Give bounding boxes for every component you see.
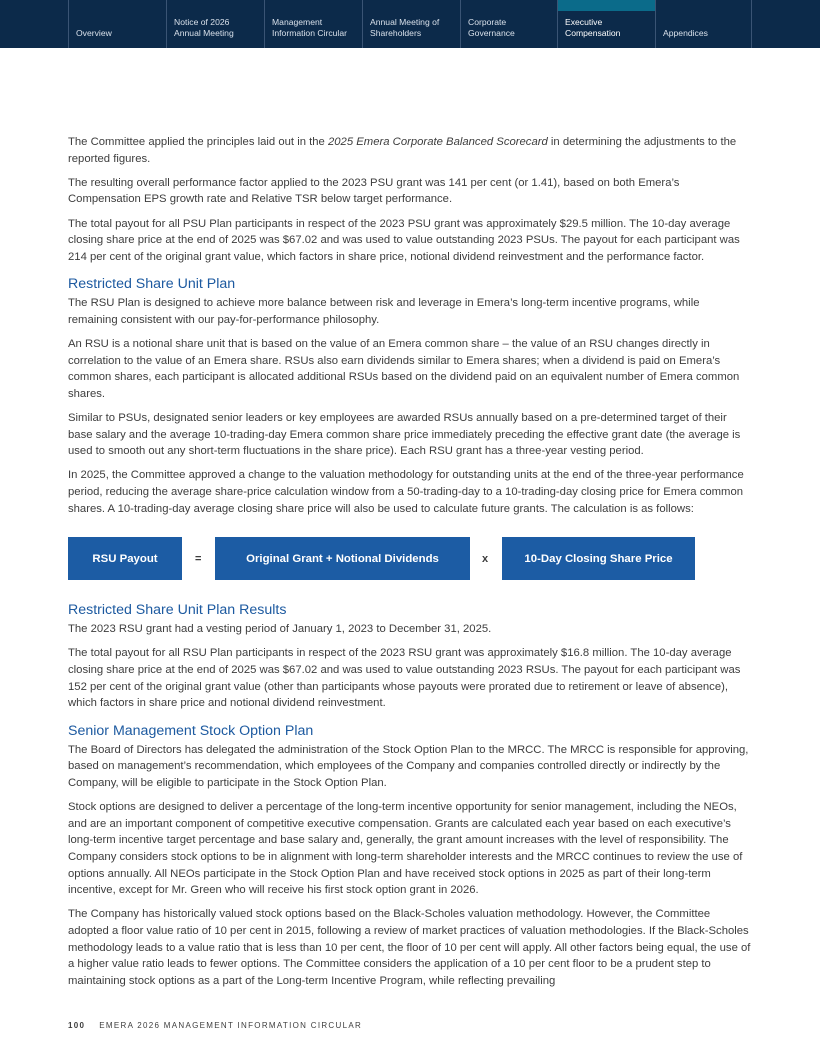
paragraph-performance-factor: The resulting overall performance factor applied to the 2023 PSU grant was 141 per cent (or 1.41), based on both Emera’s Compensation EPS growth rate and Relative TSR below target performance. [68, 176, 680, 206]
paragraph-option-valuation: The Company has historically valued stock options based on the Black-Scholes valuation methodology. However, the Committee adopted a floor value ratio of 10 per cent in 2015, following a review of market practices of valuation methodologies. If the Black-Scholes methodology leads to a value ratio that is less than 10 per cent, the floor of 10 per cent will apply. All other factors being equal, the use of a higher value ratio leads to fewer options. The Committee considers the application of a 10 per cent floor to be a prudent step to maintaining stock options as a part of the Long-term Incentive Program, while reflecting prevailing [68, 908, 751, 987]
scorecard-title: 2025 Emera Corporate Balanced Scorecard [327, 136, 548, 148]
paragraph-option-design: Stock options are designed to deliver a percentage of the long-term incentive opportunity for senior management, including the NEOs, and are an important component of competitive executive compensation. Grants are calculated each year based on each executive’s long-term incentive target percentage and base salary and, generally, the grant amount increases with the level of responsibility. The Company considers stock options to be in alignment with long-term shareholder interests and the MRCC continues to review the use of options annually. All NEOs participate in the Stock Option Plan and have received stock options in 2025 as part of their long-term incentive, except for Mr. Green who will receive his first stock option grant in 2026. [68, 801, 743, 897]
formula-closing-price-box: 10-Day Closing Share Price [502, 537, 695, 580]
heading-rsu-results: Restricted Share Unit Plan Results [68, 602, 287, 619]
formula-original-grant-box: Original Grant + Notional Dividends [215, 537, 470, 580]
tab-notice-annual-meeting[interactable]: Notice of 2026 Annual Meeting [166, 0, 264, 48]
rsu-payout-formula [68, 537, 752, 580]
paragraph-rsu-payout: The total payout for all RSU Plan participants in respect of the 2023 RSU grant was approximately $16.8 million. The 10-day average closing share price at the end of 2025 was $67.02 and was used to value outstanding 2023 RSUs. The payout for each participant was 152 per cent of the original grant value (other than participants whose payouts were prorated due to retirement or leave of absence), which factors in share price and notional dividend reinvestment. [68, 647, 741, 710]
heading-rsu-plan: Restricted Share Unit Plan [68, 276, 236, 293]
formula-rsu-payout-box: RSU Payout [68, 537, 182, 580]
paragraph-psu-payout: The total payout for all PSU Plan participants in respect of the 2023 PSU grant was approximately $29.5 million. The 10-day average closing share price at the end of 2025 was $67.02 and was used to value outstanding 2023 PSUs. The payout for each participant was 214 per cent of the original grant value, which factors in share price, notional dividend reinvestment and the performance factor. [68, 217, 740, 263]
formula-equals-sign: = [195, 552, 202, 565]
paragraph-scorecard: The Committee applied the principles laid out in the 2025 Emera Corporate Balanced Scorecard in determining the adjustments to the reported figures. [68, 136, 737, 165]
top-navigation [0, 0, 820, 48]
main-content [68, 134, 752, 997]
heading-stock-option-plan: Senior Management Stock Option Plan [68, 722, 314, 739]
page-footer [68, 1021, 362, 1030]
tab-corporate-governance[interactable]: Corporate Governance [460, 0, 557, 48]
tab-annual-meeting-shareholders[interactable]: Annual Meeting of Shareholders [362, 0, 460, 48]
paragraph-rsu-purpose: The RSU Plan is designed to achieve more balance between risk and leverage in Emera’s long-term incentive programs, while remaining consistent with our pay-for-performance philosophy. [68, 297, 700, 326]
paragraph-rsu-definition: An RSU is a notional share unit that is based on the value of an Emera common share – the value of an RSU changes directly in correlation to the value of an Emera share. RSUs also earn dividends similar to Emera shares; when a dividend is paid on Emera’s common shares, each participant is allocated additional RSUs based on the dividend paid on an equivalent number of Emera common shares. [68, 338, 740, 400]
page-number: 100 [68, 1021, 86, 1030]
formula-multiply-sign: x [482, 552, 489, 565]
paragraph-rsu-vesting: The 2023 RSU grant had a vesting period of January 1, 2023 to December 31, 2025. [68, 623, 492, 636]
paragraph-rsu-valuation-change: In 2025, the Committee approved a change to the valuation methodology for outstanding units at the end of the three-year performance period, reducing the average share-price calculation window from a 50-trading-day to a 10-trading-day closing price for Emera common shares. A 10-trading-day average closing share price will also be used to calculate future grants. The calculation is as follows: [68, 469, 744, 515]
footer-title: EMERA 2026 MANAGEMENT INFORMATION CIRCULAR [99, 1021, 363, 1030]
tab-appendices[interactable]: Appendices [655, 0, 751, 48]
paragraph-rsu-award: Similar to PSUs, designated senior leaders or key employees are awarded RSUs annually based on a pre-determined target of their base salary and the average 10-trading-day Emera common share price immediately preceding the effective grant date (the average is used to smooth out any short-term fluctuations in the share price). Each RSU grant has a three-year vesting period. [68, 412, 741, 458]
paragraph-option-administration: The Board of Directors has delegated the administration of the Stock Option Plan to the MRCC. The MRCC is responsible for approving, based on management’s recommendation, which employees of the Company and companies controlled directly or indirectly by the Company, will be eligible to participate in the Stock Option Plan. [68, 743, 749, 789]
tab-executive-compensation[interactable]: Executive Compensation [557, 0, 655, 48]
tab-overview[interactable]: Overview [68, 0, 166, 48]
nav-divider [751, 0, 752, 48]
tab-management-information-circular[interactable]: Management Information Circular [264, 0, 362, 48]
